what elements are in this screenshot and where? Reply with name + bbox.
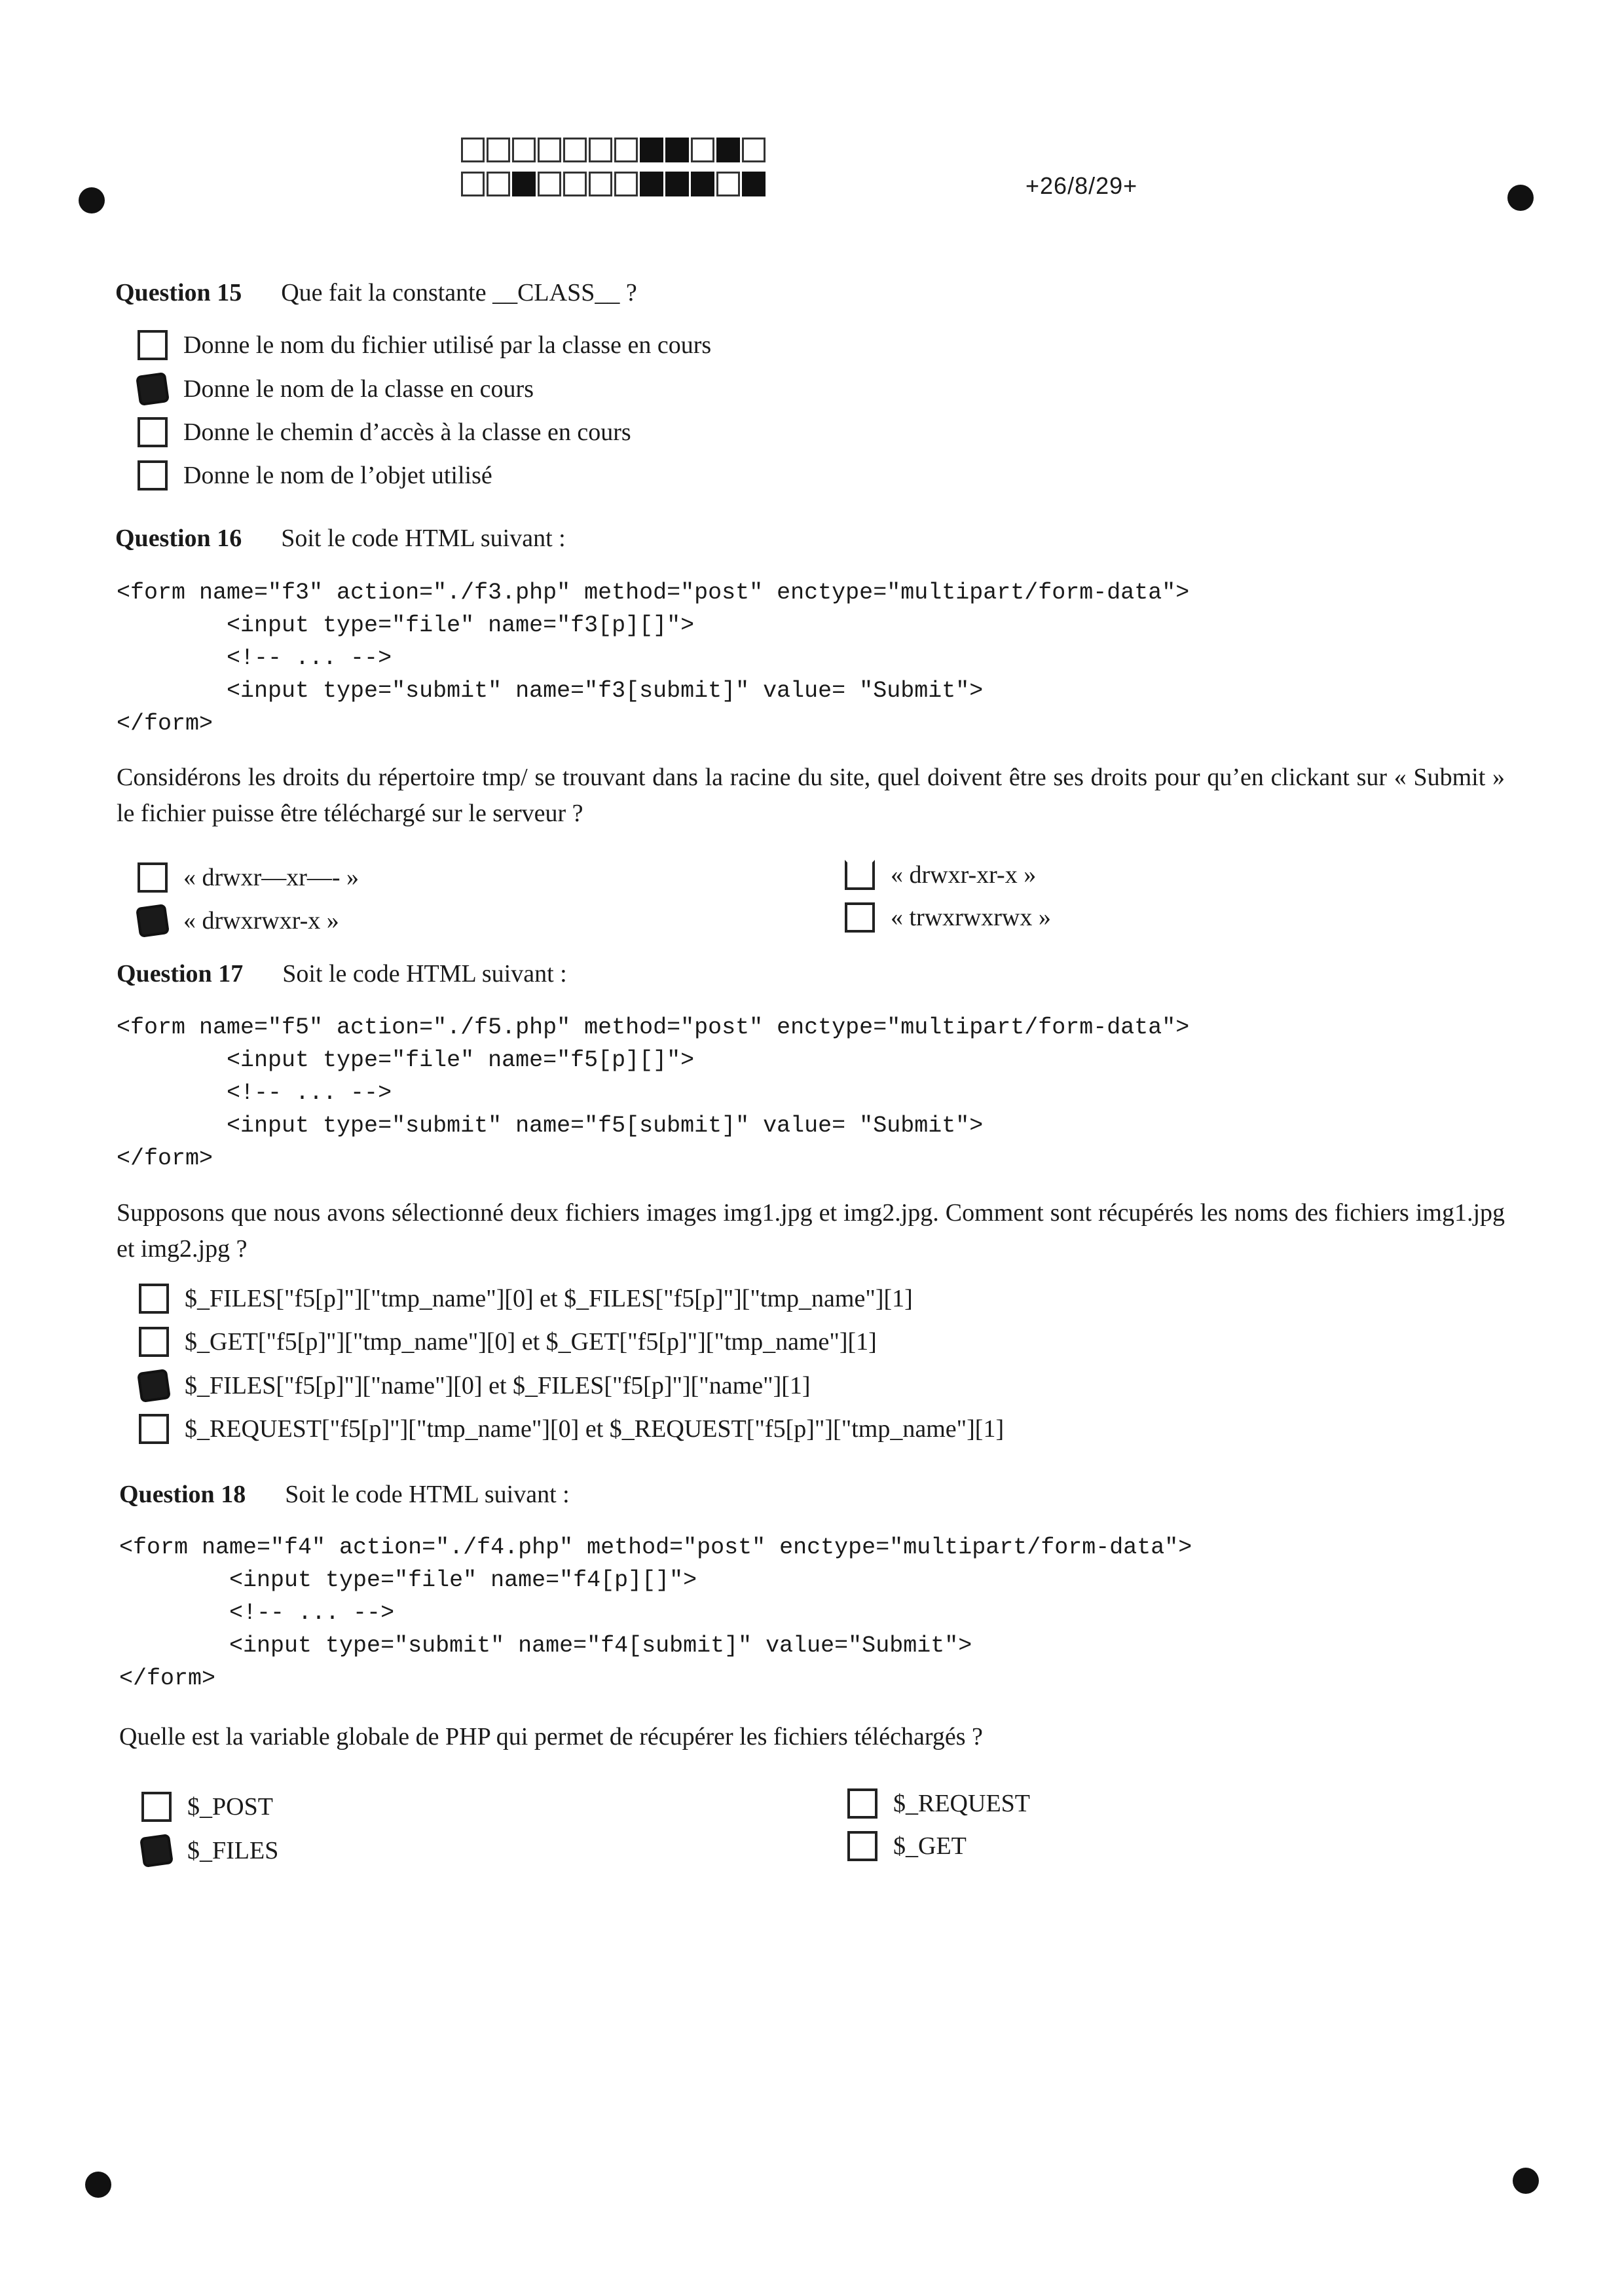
question-label: Question 17 xyxy=(117,960,244,988)
checkbox[interactable] xyxy=(845,902,875,933)
checkbox[interactable] xyxy=(139,1414,169,1444)
q16-option-3[interactable] xyxy=(845,860,1036,890)
option-label: $_REQUEST["f5[p]"]["tmp_name"][0] et $_REQUEST["f5[p]"]["tmp_name"][1] xyxy=(185,1415,1005,1443)
registration-mark-top-left xyxy=(79,187,105,213)
q18-option-1[interactable] xyxy=(141,1792,273,1822)
q17-option-1[interactable] xyxy=(139,1284,913,1314)
option-label: Donne le chemin d’accès à la classe en cours xyxy=(183,418,631,446)
barcode-cell xyxy=(563,172,587,196)
checkbox[interactable] xyxy=(138,417,168,447)
barcode-cell xyxy=(614,138,638,162)
barcode-cell xyxy=(614,172,638,196)
barcode-row-2 xyxy=(461,172,767,196)
barcode-cell xyxy=(487,138,510,162)
option-label: $_FILES["f5[p]"]["name"][0] et $_FILES["f5[p]"]["name"][1] xyxy=(185,1372,811,1399)
checkbox[interactable] xyxy=(141,1792,172,1822)
barcode-cell xyxy=(589,138,612,162)
option-label: $_GET["f5[p]"]["tmp_name"][0] et $_GET["f5[p]"]["tmp_name"][1] xyxy=(185,1328,877,1356)
q16-option-2[interactable] xyxy=(138,906,339,936)
barcode-cell xyxy=(742,172,766,196)
option-label: Donne le nom de l’objet utilisé xyxy=(183,462,492,489)
checkbox[interactable] xyxy=(136,372,170,406)
option-label: Donne le nom du fichier utilisé par la classe en cours xyxy=(183,331,712,359)
option-label: « drwxr-xr-x » xyxy=(891,861,1037,889)
question-prompt: Que fait la constante __CLASS__ ? xyxy=(281,279,637,306)
barcode-cell xyxy=(563,138,587,162)
question-text: Quelle est la variable globale de PHP qui permet de récupérer les fichiers téléchargés ? xyxy=(119,1723,983,1750)
checkbox[interactable] xyxy=(847,1831,877,1861)
checkbox[interactable] xyxy=(139,1834,174,1868)
q18-option-4[interactable] xyxy=(847,1831,967,1861)
registration-mark-top-right xyxy=(1507,185,1534,211)
checkbox[interactable] xyxy=(139,1284,169,1314)
barcode-cell xyxy=(589,172,612,196)
barcode-cell xyxy=(742,138,766,162)
code-block: <form name="f4" action="./f4.php" method="post" enctype="multipart/form-data"> <input type="file" name="f4[p][]"> <!-- ... --> <input type="submit" name="f4[submit]" value="Submit"> </form> xyxy=(119,1534,1192,1692)
checkbox[interactable] xyxy=(138,862,168,893)
question-18-heading xyxy=(119,1480,570,1509)
q15-option-2[interactable] xyxy=(138,374,534,404)
q17-option-4[interactable] xyxy=(139,1414,1004,1444)
question-label: Question 15 xyxy=(115,279,242,306)
barcode-cell xyxy=(487,172,510,196)
q16-option-1[interactable] xyxy=(138,862,359,893)
page-id: +26/8/29+ xyxy=(1025,172,1138,199)
q18-option-2[interactable] xyxy=(141,1836,278,1866)
question-16-heading xyxy=(115,524,566,553)
registration-mark-bottom-left xyxy=(85,2172,111,2198)
option-label: $_REQUEST xyxy=(893,1790,1030,1817)
checkbox[interactable] xyxy=(137,1369,171,1403)
code-block: <form name="f3" action="./f3.php" method="post" enctype="multipart/form-data"> <input type="file" name="f3[p][]"> <!-- ... --> <input type="submit" name="f3[submit]" value= "Submit"> </form> xyxy=(117,580,1190,737)
code-block: <form name="f5" action="./f5.php" method="post" enctype="multipart/form-data"> <input type="file" name="f5[p][]"> <!-- ... --> <input type="submit" name="f5[submit]" value= "Submit"> </form> xyxy=(117,1014,1190,1172)
barcode-cell xyxy=(512,172,536,196)
option-label: Donne le nom de la classe en cours xyxy=(183,375,534,403)
question-prompt: Soit le code HTML suivant : xyxy=(282,960,567,988)
question-text: Considérons les droits du répertoire tmp/ se trouvant dans la racine du site, quel doivent être ses droits pour qu’en clickant sur « Submit » le fichier puisse être téléchargé sur le serveur ? xyxy=(117,764,1505,827)
barcode-cell xyxy=(538,172,561,196)
option-label: $_FILES xyxy=(187,1837,279,1864)
question-label: Question 18 xyxy=(119,1481,246,1508)
q18-option-3[interactable] xyxy=(847,1788,1030,1819)
barcode-cell xyxy=(640,172,663,196)
q15-option-1[interactable] xyxy=(138,330,711,360)
option-label: « trwxrwxrwx » xyxy=(891,904,1051,931)
barcode-row-1 xyxy=(461,138,767,162)
q15-option-3[interactable] xyxy=(138,417,631,447)
registration-mark-bottom-right xyxy=(1513,2168,1539,2194)
q15-option-4[interactable] xyxy=(138,460,492,491)
checkbox[interactable] xyxy=(845,860,875,890)
checkbox[interactable] xyxy=(139,1327,169,1357)
option-label: « drwxr—xr—- » xyxy=(183,864,360,891)
checkbox[interactable] xyxy=(847,1788,877,1819)
checkbox[interactable] xyxy=(138,330,168,360)
question-label: Question 16 xyxy=(115,525,242,552)
option-label: $_POST xyxy=(187,1793,273,1821)
barcode-cell xyxy=(716,172,740,196)
checkbox[interactable] xyxy=(136,904,170,938)
option-label: « drwxrwxr-x » xyxy=(183,907,339,935)
checkbox[interactable] xyxy=(138,460,168,491)
barcode-cell xyxy=(640,138,663,162)
question-15-heading xyxy=(115,278,637,307)
barcode-cell xyxy=(716,138,740,162)
barcode-cell xyxy=(461,138,485,162)
question-prompt: Soit le code HTML suivant : xyxy=(285,1481,570,1508)
barcode-cell xyxy=(665,138,689,162)
option-label: $_FILES["f5[p]"]["tmp_name"][0] et $_FILES["f5[p]"]["tmp_name"][1] xyxy=(185,1285,913,1312)
barcode-cell xyxy=(538,138,561,162)
barcode-cell xyxy=(461,172,485,196)
q17-option-2[interactable] xyxy=(139,1327,877,1357)
barcode-cell xyxy=(691,138,714,162)
barcode-cell xyxy=(665,172,689,196)
q16-option-4[interactable] xyxy=(845,902,1051,933)
barcode-cell xyxy=(691,172,714,196)
q17-option-3[interactable] xyxy=(139,1371,811,1401)
question-17-heading xyxy=(117,959,567,988)
option-label: $_GET xyxy=(893,1832,967,1860)
question-prompt: Soit le code HTML suivant : xyxy=(281,525,566,552)
question-text: Supposons que nous avons sélectionné deux fichiers images img1.jpg et img2.jpg. Comment sont récupérés les noms des fichiers img1.jpg et img2.jpg ? xyxy=(117,1199,1505,1263)
barcode-cell xyxy=(512,138,536,162)
